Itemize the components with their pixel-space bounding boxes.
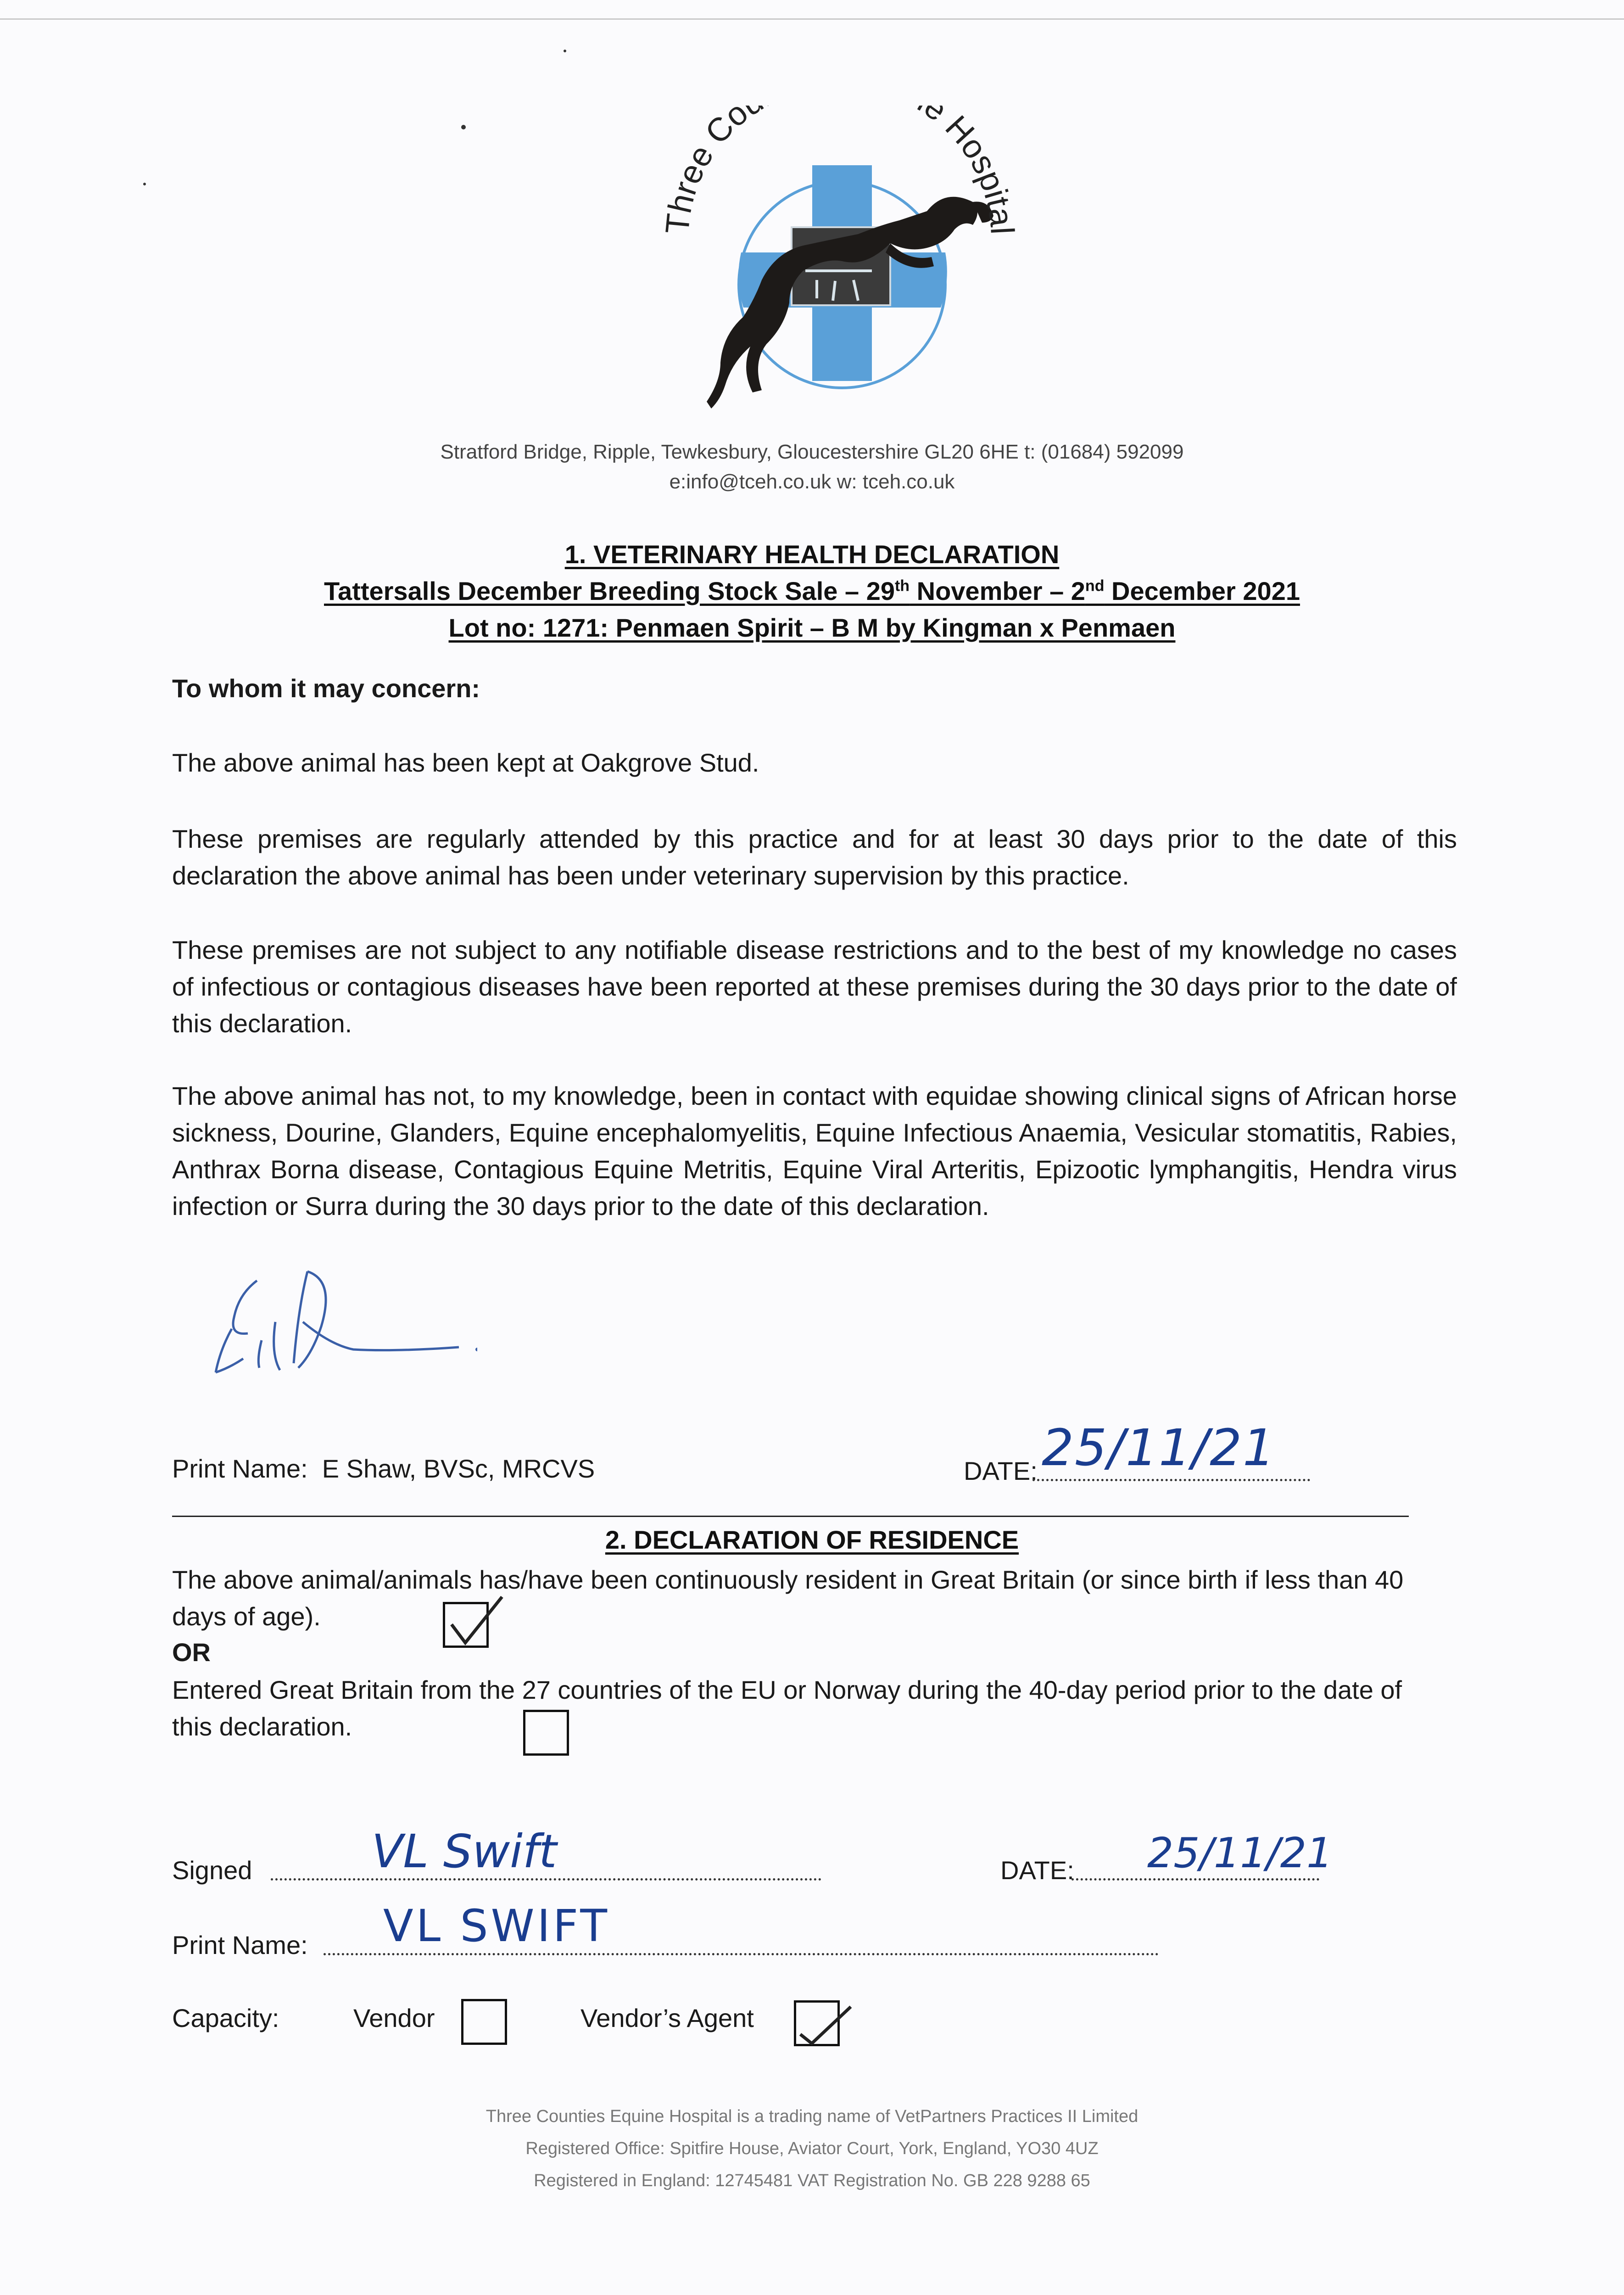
section-divider (172, 1516, 1409, 1517)
vet-print-name (172, 1450, 723, 1487)
logo-text: Three Co e Hospital (659, 106, 1021, 236)
section1-date-label: DATE: (964, 1456, 1038, 1485)
scan-speck (564, 50, 566, 52)
signed-label: Signed (172, 1856, 252, 1885)
vet-name-value: E Shaw, BVSc, MRCVS (322, 1454, 595, 1483)
footer-trading-name: Three Counties Equine Hospital is a trading name of VetPartners Practices II Limited (486, 2107, 1138, 2126)
signed-value: VL Swift (372, 1825, 557, 1878)
footer-registered-office: Registered Office: Spitfire House, Aviator Court, York, England, YO30 4UZ (525, 2139, 1099, 2158)
logo-graphic (652, 106, 1037, 427)
section2-print-name-line[interactable] (324, 1953, 1159, 1955)
salutation: To whom it may concern: (172, 674, 480, 703)
vet-signature-graphic (202, 1253, 477, 1386)
footer-registration: Registered in England: 12745481 VAT Registration No. GB 228 9288 65 (534, 2171, 1090, 2190)
section2-date-label: DATE: (1000, 1856, 1074, 1885)
vendors-agent-label: Vendor’s Agent (580, 2004, 754, 2032)
residence-option-2: Entered Great Britain from the 27 countries of the EU or Norway during the 40-day period prior to the date of this declaration. (172, 1675, 1402, 1741)
paragraph-diseases: The above animal has not, to my knowledge, been in contact with equidae showing clinical signs of African horse sickness, Dourine, Glanders, Equine encephalomyelitis, Equine Infectious Anaemia, Vesicular stomatitis, Rabies, Anthrax Borna disease, Contagious Equine Metritis, Equine Viral Arteritis, Epizootic lymphangitis, Hendra virus infection or Surra during the 30 days prior to the date of this declaration. (172, 1081, 1457, 1220)
section1-date-value: 25/11/21 (1042, 1418, 1276, 1477)
section2-date-line[interactable] (1072, 1878, 1319, 1881)
section1-date-line (1032, 1479, 1310, 1481)
section1-heading: 1. VETERINARY HEALTH DECLARATION (564, 540, 1060, 569)
practice-address: Stratford Bridge, Ripple, Tewkesbury, Gloucestershire GL20 6HE t: (01684) 592099 (440, 441, 1184, 463)
print-name-label: Print Name: (172, 1454, 308, 1483)
practice-contact: e:info@tceh.co.uk w: tceh.co.uk (669, 470, 955, 493)
vendors-agent-checkbox[interactable] (794, 2000, 840, 2046)
section2-heading: 2. DECLARATION OF RESIDENCE (605, 1525, 1019, 1554)
vet-signature (202, 1253, 477, 1386)
entered-gb-checkbox[interactable] (523, 1710, 569, 1756)
hospital-logo (652, 106, 1037, 427)
scan-speck (143, 183, 146, 185)
or-separator: OR (172, 1638, 211, 1667)
lot-title: Lot no: 1271: Penmaen Spirit – B M by Kingman x Penmaen (448, 613, 1176, 642)
check-mark-icon (793, 1991, 858, 2055)
vendor-label: Vendor (353, 2004, 435, 2032)
section2-date-value: 25/11/21 (1147, 1829, 1333, 1877)
paragraph-restrictions: These premises are not subject to any notifiable disease restrictions and to the best of my knowledge no cases of infectious or contagious diseases have been reported at these premises during the 30 days prior to the date of this declaration. (172, 935, 1457, 1038)
section2-print-name-value: VL SWIFT (383, 1900, 610, 1952)
sale-title: Tattersalls December Breeding Stock Sale – 29th November – 2nd December 2021 (324, 577, 1300, 605)
paragraph-supervision: These premises are regularly attended by this practice and for at least 30 days prior to the date of this declaration the above animal has been under veterinary supervision by this practice. (172, 824, 1457, 890)
page-top-edge (0, 18, 1624, 20)
signed-line[interactable] (271, 1878, 821, 1881)
residence-option-1: The above animal/animals has/have been continuously resident in Great Britain (or since birth if less than 40 days of age). (172, 1565, 1404, 1631)
capacity-label: Capacity: (172, 2004, 279, 2032)
vendor-checkbox[interactable] (461, 1999, 507, 2045)
paragraph-kept-at: The above animal has been kept at Oakgrove Stud. (172, 748, 759, 777)
section2-print-name-label: Print Name: (172, 1931, 308, 1959)
scan-speck (461, 125, 466, 129)
